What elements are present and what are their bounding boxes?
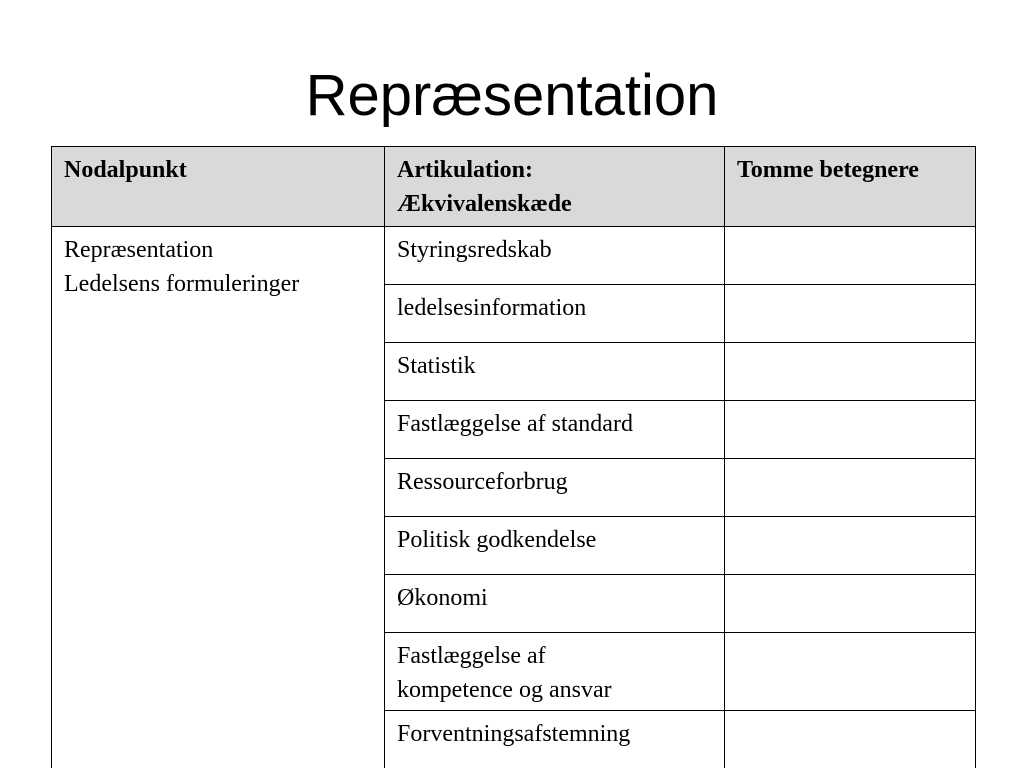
header-tomme-betegnere: Tomme betegnere: [725, 147, 976, 227]
empty-signifier-cell: [725, 401, 976, 459]
header-artikulation-line1: Artikulation:: [397, 157, 534, 183]
header-artikulation-line2: Ækvivalenskæde: [397, 191, 572, 217]
empty-signifier-cell: [725, 227, 976, 285]
empty-signifier-cell: [725, 711, 976, 768]
articulation-line1: Fastlæggelse af: [397, 643, 546, 669]
nodal-point-line1: Repræsentation: [64, 237, 214, 263]
articulation-cell: Politisk godkendelse: [385, 517, 725, 575]
empty-signifier-cell: [725, 285, 976, 343]
articulation-cell: [385, 633, 725, 711]
articulation-line2: kompetence og ansvar: [397, 677, 612, 703]
articulation-cell: ledelsesinformation: [385, 285, 725, 343]
empty-signifier-cell: [725, 343, 976, 401]
slide-title: Repræsentation: [305, 63, 719, 128]
table-row: [52, 227, 976, 285]
articulation-cell: Fastlæggelse af standard: [385, 401, 725, 459]
empty-signifier-cell: [725, 517, 976, 575]
representation-table-wrapper: [51, 146, 975, 768]
empty-signifier-cell: [725, 633, 976, 711]
header-nodalpunkt: Nodalpunkt: [52, 147, 385, 227]
articulation-cell: Statistik: [385, 343, 725, 401]
representation-table: [51, 146, 976, 768]
table-header-row: [52, 147, 976, 227]
articulation-cell: Økonomi: [385, 575, 725, 633]
articulation-cell: Ressourceforbrug: [385, 459, 725, 517]
articulation-cell: Forventningsafstemning: [385, 711, 725, 768]
empty-signifier-cell: [725, 459, 976, 517]
nodal-point-line2: Ledelsens formuleringer: [64, 271, 300, 297]
nodal-point-cell: [52, 227, 385, 768]
articulation-cell: Styringsredskab: [385, 227, 725, 285]
empty-signifier-cell: [725, 575, 976, 633]
header-artikulation: [385, 147, 725, 227]
